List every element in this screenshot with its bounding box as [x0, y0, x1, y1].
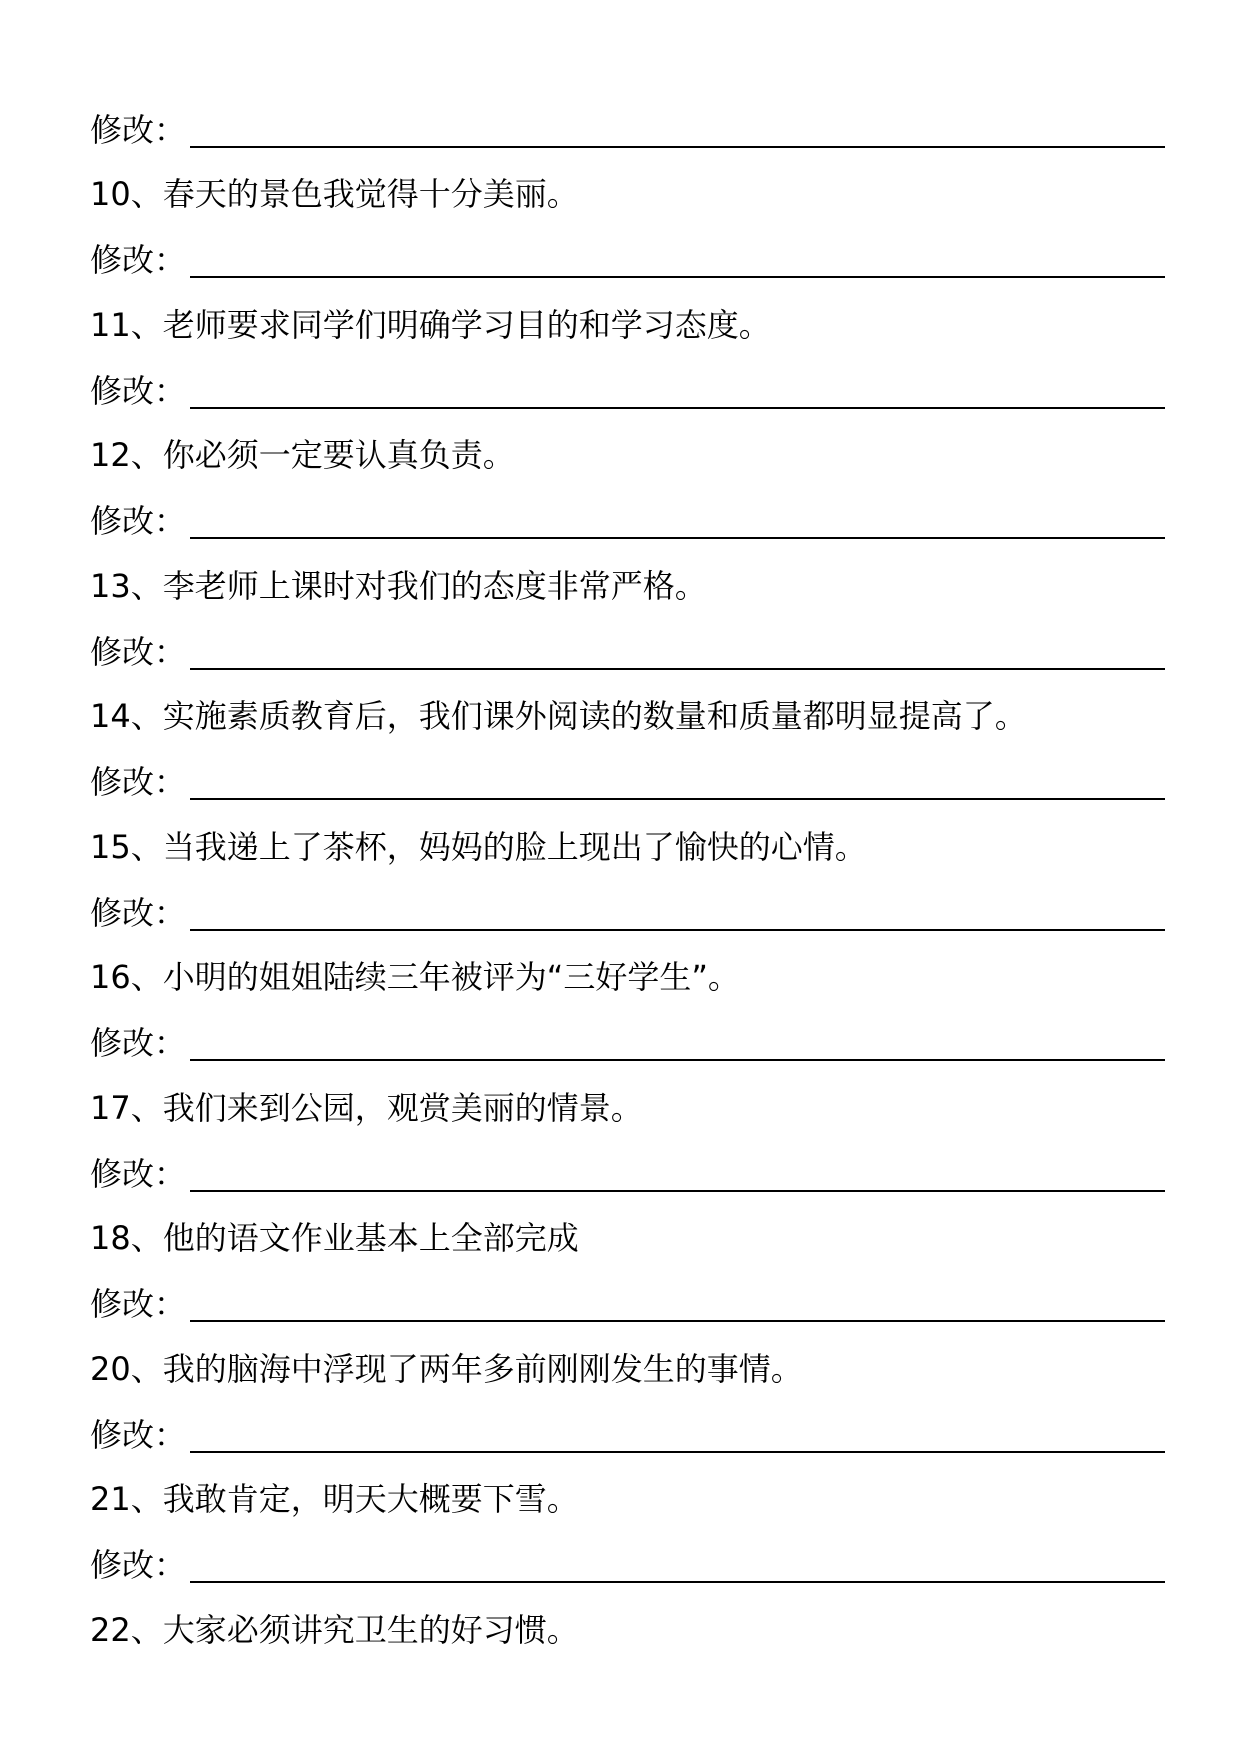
answer-field[interactable] [90, 1272, 1165, 1336]
separator: 、 [130, 1610, 163, 1649]
question-sentence [90, 945, 740, 1009]
separator: 、 [130, 566, 163, 605]
answer-field[interactable] [90, 750, 1165, 814]
answer-label: 修改： [90, 111, 187, 149]
question-item [90, 554, 1165, 685]
answer-underline[interactable] [190, 537, 1165, 539]
question-text: 春天的景色我觉得十分美丽。 [162, 175, 579, 213]
question-item [90, 1598, 1165, 1729]
answer-underline[interactable] [190, 668, 1165, 670]
answer-underline[interactable] [190, 798, 1165, 800]
question-sentence [90, 1076, 643, 1140]
answer-field[interactable] [90, 1011, 1165, 1075]
question-number: 21 [90, 1480, 131, 1518]
answer-field[interactable] [90, 228, 1165, 292]
question-sentence [90, 684, 1027, 748]
question-sentence [90, 1467, 579, 1531]
question-sentence [90, 554, 707, 618]
answer-label: 修改： [90, 371, 187, 410]
separator: 、 [130, 436, 163, 474]
question-number: 16 [90, 958, 131, 996]
question-sentence [90, 162, 579, 226]
question-item [90, 684, 1165, 815]
separator: 、 [130, 1219, 163, 1257]
answer-label: 修改： [90, 502, 187, 540]
question-item [90, 945, 1165, 1076]
answer-field[interactable] [90, 359, 1165, 423]
answer-field[interactable] [90, 1403, 1165, 1467]
question-text: 小明的姐姐陆续三年被评为“三好学生”。 [162, 958, 740, 996]
question-number: 13 [90, 566, 131, 605]
separator: 、 [130, 827, 163, 866]
answer-label: 修改： [90, 1154, 187, 1193]
answer-field[interactable] [90, 489, 1165, 553]
answer-label: 修改： [90, 1546, 187, 1584]
separator: 、 [130, 175, 163, 213]
question-item [90, 162, 1165, 293]
answer-label: 修改： [90, 893, 187, 932]
separator: 、 [130, 305, 163, 344]
question-number: 22 [90, 1610, 131, 1649]
separator: 、 [130, 1480, 163, 1518]
question-text: 我敢肯定，明天大概要下雪。 [162, 1480, 579, 1518]
answer-field[interactable] [90, 1142, 1165, 1206]
question-number: 12 [90, 436, 131, 474]
separator: 、 [130, 697, 163, 735]
question-sentence [90, 815, 867, 879]
answer-underline[interactable] [190, 1059, 1165, 1061]
answer-underline[interactable] [190, 1190, 1165, 1192]
separator: 、 [130, 958, 163, 996]
question-number: 10 [90, 175, 131, 213]
question-number: 14 [90, 697, 131, 735]
question-text: 他的语文作业基本上全部完成 [162, 1219, 579, 1257]
question-item [90, 1206, 1165, 1337]
answer-underline[interactable] [190, 1320, 1165, 1322]
question-text: 我们来到公园，观赏美丽的情景。 [162, 1088, 643, 1127]
answer-field[interactable] [90, 881, 1165, 945]
answer-underline[interactable] [190, 276, 1165, 278]
worksheet [90, 98, 1165, 1728]
answer-underline[interactable] [190, 407, 1165, 409]
answer-label: 修改： [90, 241, 187, 279]
question-sentence [90, 1206, 579, 1270]
answer-underline[interactable] [190, 1581, 1165, 1583]
question-number: 20 [90, 1349, 131, 1388]
answer-field[interactable] [90, 1533, 1165, 1597]
question-number: 15 [90, 827, 131, 866]
question-text: 你必须一定要认真负责。 [162, 436, 515, 474]
question-item [90, 293, 1165, 424]
separator: 、 [130, 1349, 163, 1388]
answer-field[interactable] [90, 98, 1165, 162]
question-text: 大家必须讲究卫生的好习惯。 [162, 1610, 579, 1649]
question-sentence [90, 293, 771, 357]
question-text: 我的脑海中浮现了两年多前刚刚发生的事情。 [162, 1349, 803, 1388]
question-number: 18 [90, 1219, 131, 1257]
question-text: 实施素质教育后，我们课外阅读的数量和质量都明显提高了。 [162, 697, 1027, 735]
answer-underline[interactable] [190, 1451, 1165, 1453]
question-text: 李老师上课时对我们的态度非常严格。 [162, 566, 707, 605]
answer-label: 修改： [90, 1415, 187, 1454]
question-item [90, 815, 1165, 946]
question-item [90, 1337, 1165, 1468]
answer-underline[interactable] [190, 146, 1165, 148]
question-sentence [90, 1337, 803, 1401]
answer-field[interactable] [90, 620, 1165, 684]
answer-label: 修改： [90, 1285, 187, 1323]
question-text: 当我递上了茶杯，妈妈的脸上现出了愉快的心情。 [162, 827, 867, 866]
question-item [90, 423, 1165, 554]
question-number: 17 [90, 1088, 131, 1127]
answer-underline[interactable] [190, 929, 1165, 931]
question-sentence [90, 423, 515, 487]
question-item [90, 1076, 1165, 1207]
question-text: 老师要求同学们明确学习目的和学习态度。 [162, 305, 771, 344]
answer-row-carryover [90, 98, 1165, 162]
answer-label: 修改： [90, 763, 187, 801]
question-number: 11 [90, 305, 131, 344]
answer-label: 修改： [90, 1024, 187, 1062]
separator: 、 [130, 1088, 163, 1127]
answer-label: 修改： [90, 632, 187, 671]
question-item [90, 1467, 1165, 1598]
question-sentence [90, 1598, 579, 1662]
